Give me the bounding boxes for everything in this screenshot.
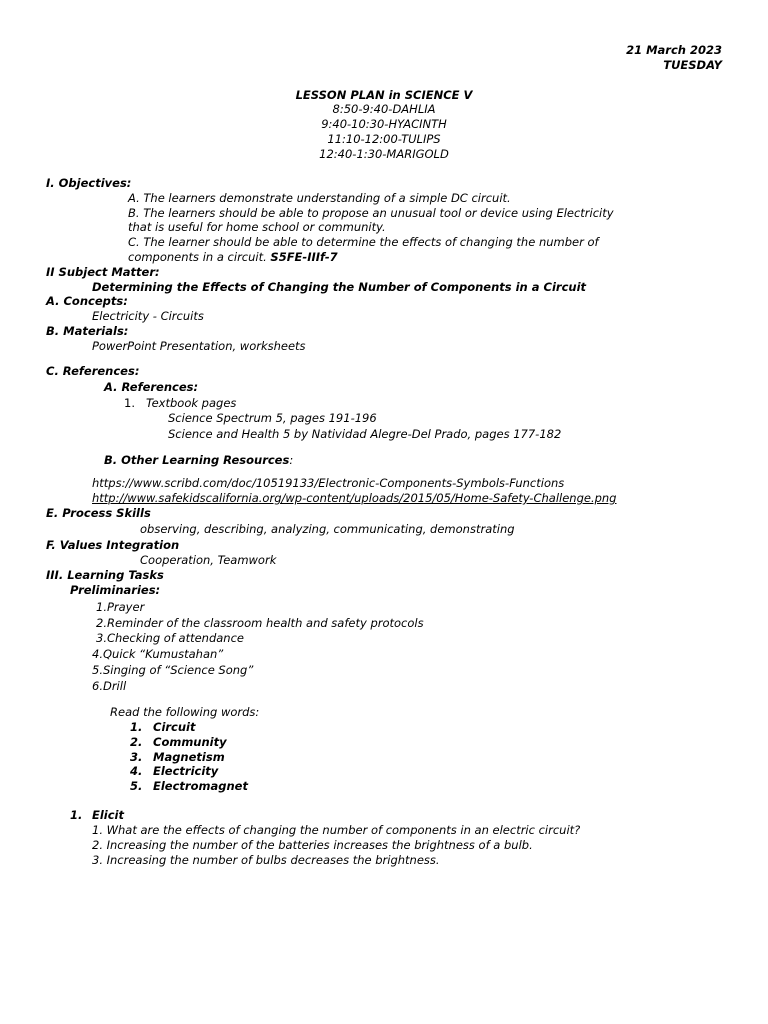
concepts-text: Electricity - Circuits xyxy=(92,309,204,323)
competency-code: S5FE-IIIf-7 xyxy=(270,250,338,264)
references-subheading: A. References: xyxy=(104,380,199,394)
values-heading: F. Values Integration xyxy=(46,538,180,552)
other-resources-label: B. Other Learning Resources xyxy=(104,453,290,467)
schedule-line: 8:50-9:40-DAHLIA xyxy=(332,102,436,116)
elicit-heading: Elicit xyxy=(92,808,124,822)
day: TUESDAY xyxy=(663,58,722,72)
schedule-line: 11:10-12:00-TULIPS xyxy=(327,132,441,146)
date: 21 March 2023 xyxy=(626,43,722,57)
page-title: LESSON PLAN in SCIENCE V xyxy=(295,88,473,102)
schedule-line: 12:40-1:30-MARIGOLD xyxy=(319,147,449,161)
elicit-number: 1. xyxy=(70,808,83,822)
drill-word: Electricity xyxy=(153,764,219,778)
process-skills-heading: E. Process Skills xyxy=(46,506,151,520)
drill-number: 4. xyxy=(130,764,143,778)
subject-topic: Determining the Effects of Changing the Number of Components in a Circuit xyxy=(92,280,587,294)
preliminary-item: 3.Checking of attendance xyxy=(96,631,244,645)
objective-item: B. The learners should be able to propose an unusual tool or device using Electricity xyxy=(128,206,614,220)
objective-item-last xyxy=(128,250,338,265)
drill-number: 3. xyxy=(130,750,143,764)
drill-word: Electromagnet xyxy=(153,779,248,793)
drill-number: 2. xyxy=(130,735,143,749)
objective-item: C. The learner should be able to determine the effects of changing the number of xyxy=(128,235,599,249)
drill-number: 5. xyxy=(130,779,143,793)
references-heading: C. References: xyxy=(46,364,140,378)
book-reference: Science Spectrum 5, pages 191-196 xyxy=(168,411,377,425)
objectives-heading: I. Objectives: xyxy=(46,176,132,190)
other-resources-heading xyxy=(104,453,293,468)
materials-text: PowerPoint Presentation, worksheets xyxy=(92,339,306,353)
values-text: Cooperation, Teamwork xyxy=(140,553,277,567)
schedule-line: 9:40-10:30-HYACINTH xyxy=(321,117,447,131)
book-reference: Science and Health 5 by Natividad Alegre-Del Prado, pages 177-182 xyxy=(168,427,562,441)
elicit-item: 2. Increasing the number of the batteries increases the brightness of a bulb. xyxy=(92,838,533,852)
preliminaries-heading: Preliminaries: xyxy=(70,583,161,597)
drill-word: Magnetism xyxy=(153,750,225,764)
resource-link[interactable]: https://www.scribd.com/doc/10519133/Electronic-Components-Symbols-Functions xyxy=(92,476,565,490)
drill-instruction: Read the following words: xyxy=(110,705,260,719)
concepts-heading: A. Concepts: xyxy=(46,294,128,308)
materials-heading: B. Materials: xyxy=(46,324,129,338)
subject-matter-heading: II Subject Matter: xyxy=(46,265,160,279)
preliminary-item: 6.Drill xyxy=(92,679,127,693)
preliminary-item: 5.Singing of “Science Song” xyxy=(92,663,254,677)
preliminary-item: 2.Reminder of the classroom health and safety protocols xyxy=(96,616,424,630)
learning-tasks-heading: III. Learning Tasks xyxy=(46,568,164,582)
drill-word: Circuit xyxy=(153,720,196,734)
resource-link[interactable]: http://www.safekidscalifornia.org/wp-content/uploads/2015/05/Home-Safety-Challenge.png xyxy=(92,491,617,505)
drill-number: 1. xyxy=(130,720,143,734)
elicit-item: 3. Increasing the number of bulbs decreases the brightness. xyxy=(92,853,440,867)
preliminary-item: 1.Prayer xyxy=(96,600,145,614)
drill-word: Community xyxy=(153,735,227,749)
textbook-label: Textbook pages xyxy=(146,396,237,410)
other-resources-colon: : xyxy=(289,453,294,467)
objective-item: that is useful for home school or community. xyxy=(128,220,386,234)
objective-text: components in a circuit. xyxy=(128,250,267,264)
process-skills-text: observing, describing, analyzing, communicating, demonstrating xyxy=(140,522,515,536)
objective-item: A. The learners demonstrate understanding of a simple DC circuit. xyxy=(128,191,511,205)
elicit-item: 1. What are the effects of changing the number of components in an electric circuit? xyxy=(92,823,581,837)
preliminary-item: 4.Quick “Kumustahan” xyxy=(92,647,224,661)
textbook-number: 1. xyxy=(124,396,135,410)
